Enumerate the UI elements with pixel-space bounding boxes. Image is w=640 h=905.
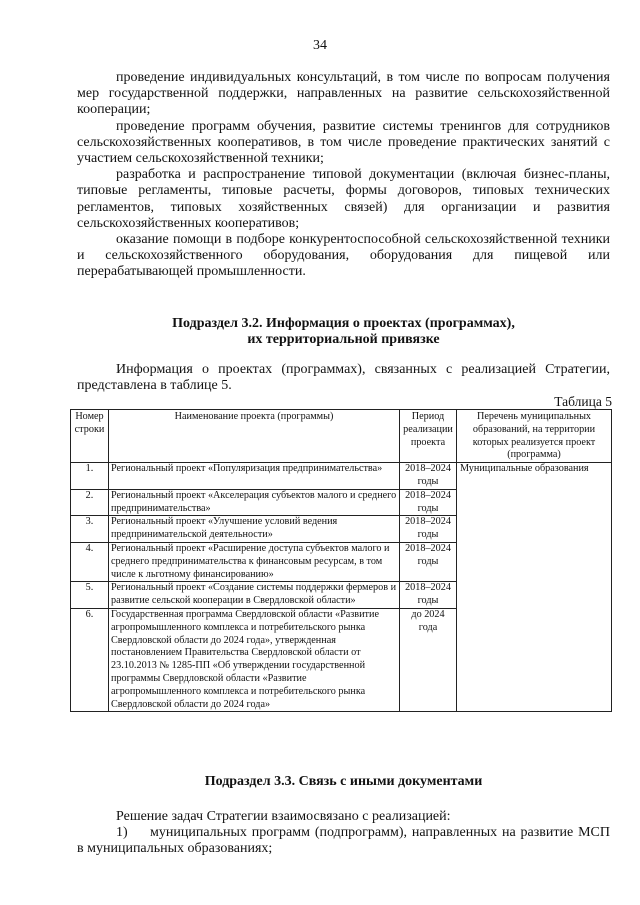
header-municipalities: Перечень муниципальных образований, на территории которых реализуется проект (программа) xyxy=(457,410,612,463)
list-item-text: муниципальных программ (подпрограмм), направленных на развитие МСП в муниципальных образованиях; xyxy=(77,825,610,857)
table-header-row xyxy=(71,410,612,463)
row-period: 2018–2024 годы xyxy=(400,582,457,609)
table-caption: Таблица 5 xyxy=(554,394,612,409)
row-period: 2018–2024 годы xyxy=(400,542,457,581)
row-number: 2. xyxy=(71,489,109,516)
row-number: 1. xyxy=(71,463,109,490)
row-number: 6. xyxy=(71,608,109,711)
row-name: Региональный проект «Расширение доступа субъектов малого и среднего предпринимательства к финансовым ресурсам, в том числе к льготному финансированию» xyxy=(109,542,400,581)
paragraph: оказание помощи в подборе конкурентоспособной сельскохозяйственной техники и сельскохозяйственного оборудования, оборудования для пищевой или перерабатывающей промышленности. xyxy=(77,232,610,280)
paragraph: Решение задач Стратегии взаимосвязано с реализацией: xyxy=(116,809,451,824)
paragraph: разработка и распространение типовой документации (включая бизнес-планы, типовые регламенты, типовые расчеты, формы договоров, типовых технических регламентов, типовых хозяйственных связей) для организации и развития сельскохозяйственных кооперативов; xyxy=(77,167,610,231)
list-item xyxy=(77,825,610,857)
header-period: Период реализации проекта xyxy=(400,410,457,463)
list-item-number: 1) xyxy=(116,825,128,841)
row-name: Государственная программа Свердловской области «Развитие агропромышленного комплекса и потребительского рынка Свердловской области до 2024 года», утвержденная постановлением Правительства Свердловской области от 23.10.2013 № 1285-ПП «Об утверждении государственной программы Свердловской области «Развитие агропромышленного комплекса и потребительского рынка Свердловской области до 2024 года» xyxy=(109,608,400,711)
row-period: 2018–2024 годы xyxy=(400,489,457,516)
row-number: 4. xyxy=(71,542,109,581)
row-municipalities: Муниципальные образования xyxy=(457,463,612,712)
section-3-2-intro xyxy=(77,362,610,394)
projects-table xyxy=(70,409,612,712)
section-heading-line: Подраздел 3.3. Связь с иными документами xyxy=(204,774,483,789)
section-3-3-heading xyxy=(77,774,610,790)
table-row xyxy=(71,463,612,490)
section-3-3-body xyxy=(77,809,610,858)
row-number: 3. xyxy=(71,516,109,543)
intro-paragraphs xyxy=(77,70,610,281)
row-name: Региональный проект «Создание системы поддержки фермеров и развитие сельской кооперации в Свердловской области» xyxy=(109,582,400,609)
row-name: Региональный проект «Улучшение условий ведения предпринимательской деятельности» xyxy=(109,516,400,543)
row-period: 2018–2024 годы xyxy=(400,463,457,490)
header-number: Номер строки xyxy=(71,410,109,463)
section-heading-line: Подраздел 3.2. Информация о проектах (программах), xyxy=(172,316,515,331)
header-name: Наименование проекта (программы) xyxy=(109,410,400,463)
section-heading-line: их территориальной привязке xyxy=(247,332,440,348)
row-period: до 2024 года xyxy=(400,608,457,711)
page-number: 34 xyxy=(313,38,327,53)
row-number: 5. xyxy=(71,582,109,609)
row-period: 2018–2024 годы xyxy=(400,516,457,543)
paragraph: проведение программ обучения, развитие системы тренингов для сотрудников сельскохозяйственных кооперативов, в том числе проведение практических занятий с участием сельскохозяйственной техники; xyxy=(77,118,610,167)
row-name: Региональный проект «Акселерация субъектов малого и среднего предпринимательства» xyxy=(109,489,400,516)
section-3-2-heading xyxy=(77,316,610,349)
paragraph: проведение индивидуальных консультаций, в том числе по вопросам получения мер государственной поддержки, направленных на развитие сельскохозяйственной кооперации; xyxy=(77,70,610,118)
row-name: Региональный проект «Популяризация предпринимательства» xyxy=(109,463,400,490)
paragraph: Информация о проектах (программах), связанных с реализацией Стратегии, представлена в таблице 5. xyxy=(77,362,610,394)
